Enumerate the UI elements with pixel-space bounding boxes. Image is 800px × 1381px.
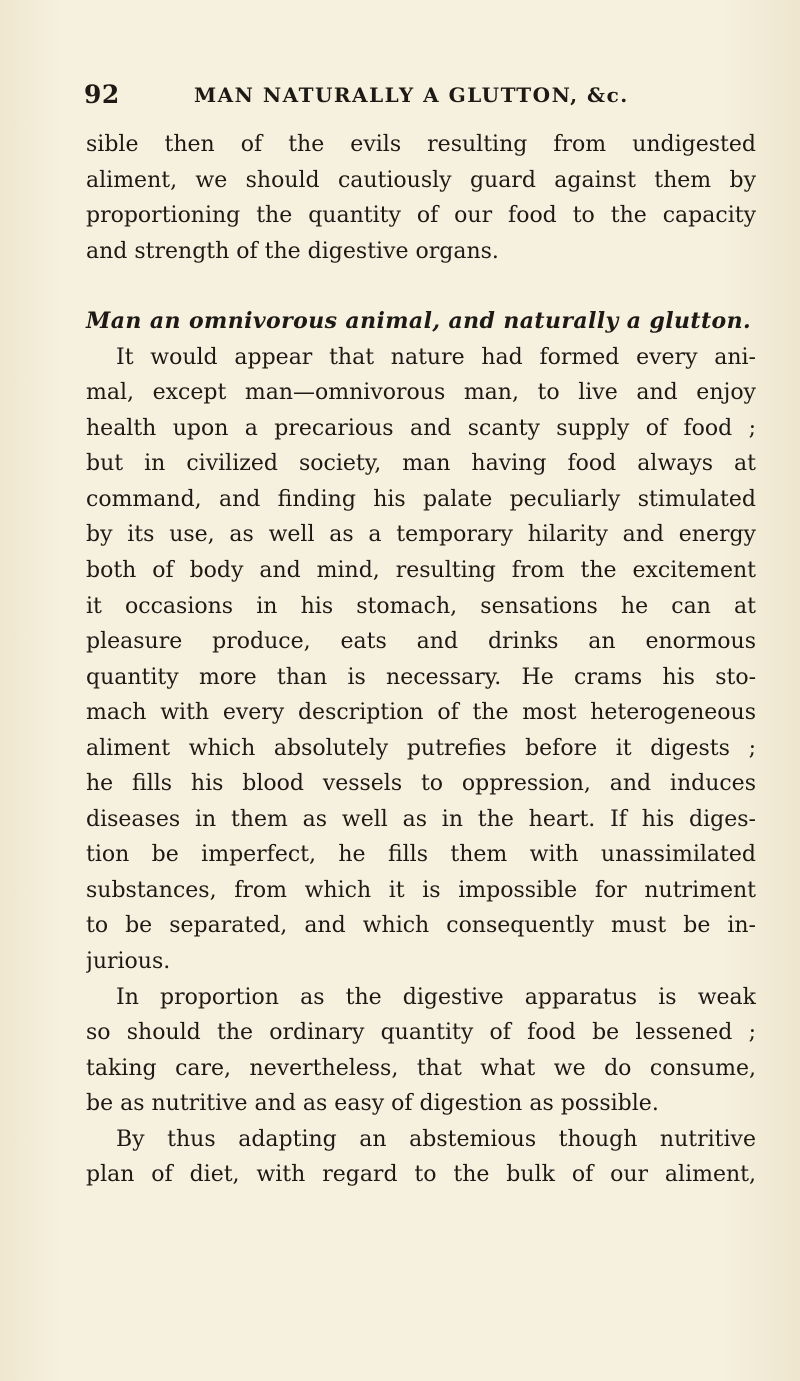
text-line: tion be imperfect, he fills them with unassimilated xyxy=(86,842,756,868)
running-head: MAN NATURALLY A GLUTTON, &c. xyxy=(194,83,629,107)
text-line: pleasure produce, eats and drinks an enormous xyxy=(86,629,756,655)
text-line: It would appear that nature had formed every ani- xyxy=(116,344,756,370)
text-line: health upon a precarious and scanty supply of food ; xyxy=(86,415,756,441)
text-line: be as nutritive and as easy of digestion as possible. xyxy=(86,1091,659,1117)
text-line: sible then of the evils resulting from undigested xyxy=(86,132,756,157)
text-line: but in civilized society, man having food always at xyxy=(86,451,756,477)
paragraph-2 xyxy=(86,340,756,980)
text-line: it occasions in his stomach, sensations he can at xyxy=(86,593,756,619)
paragraph-4 xyxy=(86,1122,756,1193)
page-header xyxy=(84,80,744,114)
text-line: by its use, as well as a temporary hilarity and energy xyxy=(86,522,756,548)
text-line: so should the ordinary quantity of food be lessened ; xyxy=(86,1020,756,1046)
text-line: aliment which absolutely putrefies before it digests ; xyxy=(86,735,756,761)
paragraph-1 xyxy=(86,127,756,269)
text-line: proportioning the quantity of our food to the capacity xyxy=(86,203,756,229)
text-line: and strength of the digestive organs. xyxy=(86,238,499,264)
text-line: to be separated, and which consequently must be in- xyxy=(86,913,756,939)
text-line: substances, from which it is impossible for nutriment xyxy=(86,877,756,903)
text-line: quantity more than is necessary. He crams his sto- xyxy=(86,664,756,690)
text-line: In proportion as the digestive apparatus is weak xyxy=(116,984,756,1010)
text-line: he fills his blood vessels to oppression, and induces xyxy=(86,771,756,797)
text-line: By thus adapting an abstemious though nutritive xyxy=(116,1126,756,1152)
text-line: mal, except man—omnivorous man, to live and enjoy xyxy=(86,380,756,406)
text-line: aliment, we should cautiously guard against them by xyxy=(86,167,756,193)
text-line: command, and finding his palate peculiarly stimulated xyxy=(86,486,756,512)
text-line: both of body and mind, resulting from the excitement xyxy=(86,558,756,584)
section-heading: Man an omnivorous animal, and naturally a glutton. xyxy=(86,308,752,335)
text-line: taking care, nevertheless, that what we do consume, xyxy=(86,1055,756,1081)
text-line: mach with every description of the most heterogeneous xyxy=(86,700,756,726)
text-line: diseases in them as well as in the heart. If his diges- xyxy=(86,806,756,832)
body-text xyxy=(86,127,756,1193)
text-line: plan of diet, with regard to the bulk of our aliment, xyxy=(86,1162,756,1188)
paragraph-3 xyxy=(86,980,756,1122)
page-number: 92 xyxy=(84,80,120,109)
text-line: jurious. xyxy=(86,949,171,975)
